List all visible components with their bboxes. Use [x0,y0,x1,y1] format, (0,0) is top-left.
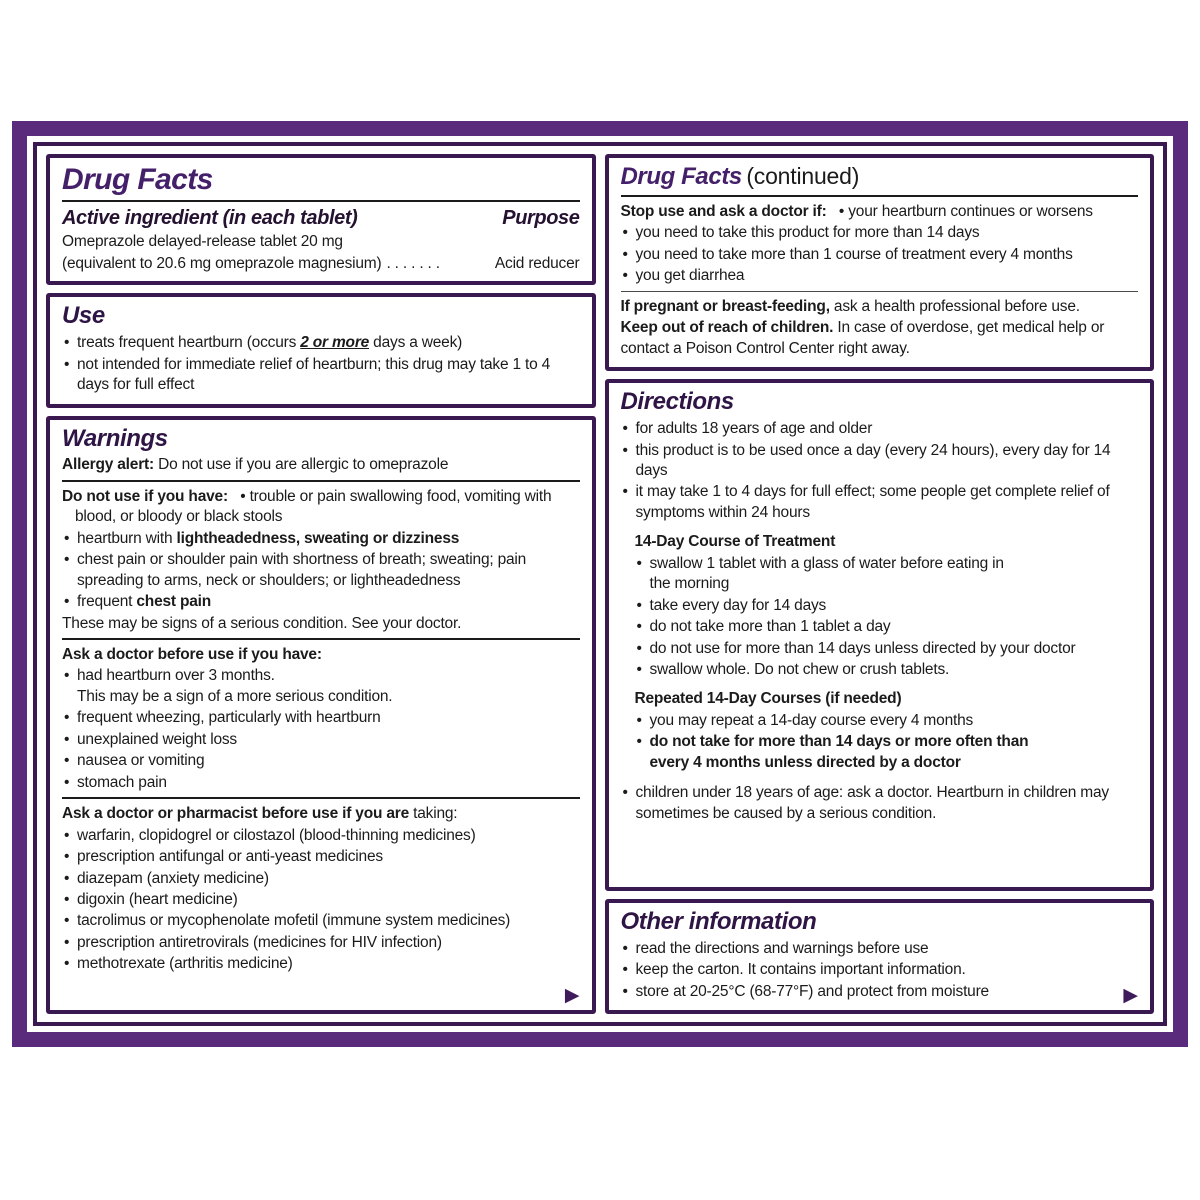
right-column [605,154,1155,1014]
list-item: • prescription antiretrovirals (medicines for HIV infection) [62,933,580,953]
course-list [635,554,1139,681]
drug-facts-panel [46,154,596,285]
divider [62,638,580,640]
do-not-use-intro: Do not use if you have: • trouble or pain swallowing food, vomiting with blood, or bloody or black stools [62,487,552,526]
drug-facts-title: Drug Facts [620,163,742,190]
list-item: • unexplained weight loss [62,730,580,750]
leader-dots: . . . . . . . [386,254,440,272]
list-item: • it may take 1 to 4 days for full effect; some people get complete relief of symptoms within 24 hours [621,482,1139,523]
directions-heading: Directions [620,388,734,416]
ingredient-name: Omeprazole delayed-release tablet 20 mg [62,233,343,251]
list-item: • you get diarrhea [621,266,1139,286]
directions-panel [605,379,1155,891]
ingredient-equivalent-row [62,254,580,274]
list-item: • nausea or vomiting [62,751,580,771]
list-item: • keep the carton. It contains important information. [621,960,1139,980]
continue-arrow-icon: ▶ [564,985,580,1006]
list-item: • swallow 1 tablet with a glass of water before eating in the morning [635,554,1139,595]
ask-doctor-list [62,666,580,793]
other-information-heading: Other information [620,907,817,935]
list-item: • treats frequent heartburn (occurs 2 or more days a week) [62,333,580,353]
divider [62,200,580,202]
repeat-courses-heading: Repeated 14-Day Courses (if needed) [634,690,902,708]
stop-use-intro: Stop use and ask a doctor if: • your heartburn continues or worsens [620,203,1093,220]
left-column [46,154,596,1014]
label-inner-frame [33,142,1167,1026]
list-item: • digoxin (heart medicine) [62,890,580,910]
list-item: • do not take more than 1 tablet a day [635,617,1139,637]
repeat-courses-list [635,711,1139,773]
list-item: • tacrolimus or mycophenolate mofetil (immune system medicines) [62,911,580,931]
list-item: • you may repeat a 14-day course every 4 months [635,711,1139,731]
list-item: • read the directions and warnings before use [621,939,1139,959]
active-ingredient-heading: Active ingredient (in each tablet) [62,207,358,230]
list-item: • chest pain or shoulder pain with shortness of breath; sweating; pain spreading to arms, neck or shoulders; or lightheadedness [62,550,580,591]
ingredient-equivalent: (equivalent to 20.6 mg omeprazole magnesium) [62,254,382,272]
active-ingredient-header [62,207,580,230]
list-item: • heartburn with lightheadedness, sweating or dizziness [62,529,580,549]
use-list [62,333,580,395]
ask-pharmacist-heading: Ask a doctor or pharmacist before use if you are taking: [62,805,458,823]
list-item: • do not take for more than 14 days or more often than every 4 months unless directed by a doctor [635,732,1139,773]
list-item: • for adults 18 years of age and older [621,419,1139,439]
label-frame [12,121,1188,1047]
do-not-use-list [62,529,580,613]
list-item: • frequent chest pain [62,592,580,612]
list-item: • had heartburn over 3 months. This may be a sign of a more serious condition. [62,666,580,707]
list-item: • you need to take more than 1 course of treatment every 4 months [621,245,1139,265]
list-item: • warfarin, clopidogrel or cilostazol (blood-thinning medicines) [62,826,580,846]
allergy-alert: Allergy alert: Do not use if you are allergic to omeprazole [62,456,449,474]
ask-pharmacist-list [62,826,580,975]
ask-doctor-heading: Ask a doctor before use if you have: [62,646,322,664]
children-warning: • children under 18 years of age: ask a doctor. Heartburn in children may sometimes be caused by a serious condition. [621,783,1139,824]
divider [62,480,580,482]
warnings-heading: Warnings [62,424,168,452]
drug-facts-continued-title [621,163,1139,191]
list-item: • frequent wheezing, particularly with heartburn [62,708,580,728]
list-item: • not intended for immediate relief of heartburn; this drug may take 1 to 4 days for full effect [62,355,580,396]
stop-use-list [621,223,1139,286]
continue-arrow-icon: ▶ [1123,985,1138,1006]
use-heading: Use [62,302,105,330]
list-item: • this product is to be used once a day (every 24 hours), every day for 14 days [621,441,1139,482]
purpose-heading: Purpose [502,207,580,230]
directions-list [621,419,1139,523]
divider [62,797,580,799]
divider [621,291,1139,292]
drug-facts-title: Drug Facts [62,163,213,196]
divider [621,195,1139,197]
other-information-list [621,939,1139,1002]
list-item: • stomach pain [62,773,580,793]
do-not-use-note: These may be signs of a serious condition. See your doctor. [62,614,462,632]
list-item: • swallow whole. Do not chew or crush tablets. [635,660,1139,680]
use-panel [46,293,596,407]
list-item: • store at 20-25°C (68-77°F) and protect from moisture [621,982,1139,1002]
list-item: • you need to take this product for more than 14 days [621,223,1139,243]
course-heading: 14-Day Course of Treatment [634,533,836,551]
course-of-treatment-section [635,532,1139,773]
purpose-value: Acid reducer [494,254,580,272]
continued-label: (continued) [746,163,860,189]
pregnancy-warning: If pregnant or breast-feeding, ask a health professional before use. [620,297,1080,315]
warnings-panel [46,416,596,1014]
list-item: • prescription antifungal or anti-yeast medicines [62,847,580,867]
list-item: • methotrexate (arthritis medicine) [62,954,580,974]
drug-facts-continued-panel [605,154,1155,371]
other-information-panel [605,899,1155,1014]
list-item: • do not use for more than 14 days unless directed by your doctor [635,639,1139,659]
list-item: • take every day for 14 days [635,596,1139,616]
keep-out-warning: Keep out of reach of children. In case of overdose, get medical help or contact a Poison Control Center right away. [620,319,1105,357]
list-item: • diazepam (anxiety medicine) [62,869,580,889]
